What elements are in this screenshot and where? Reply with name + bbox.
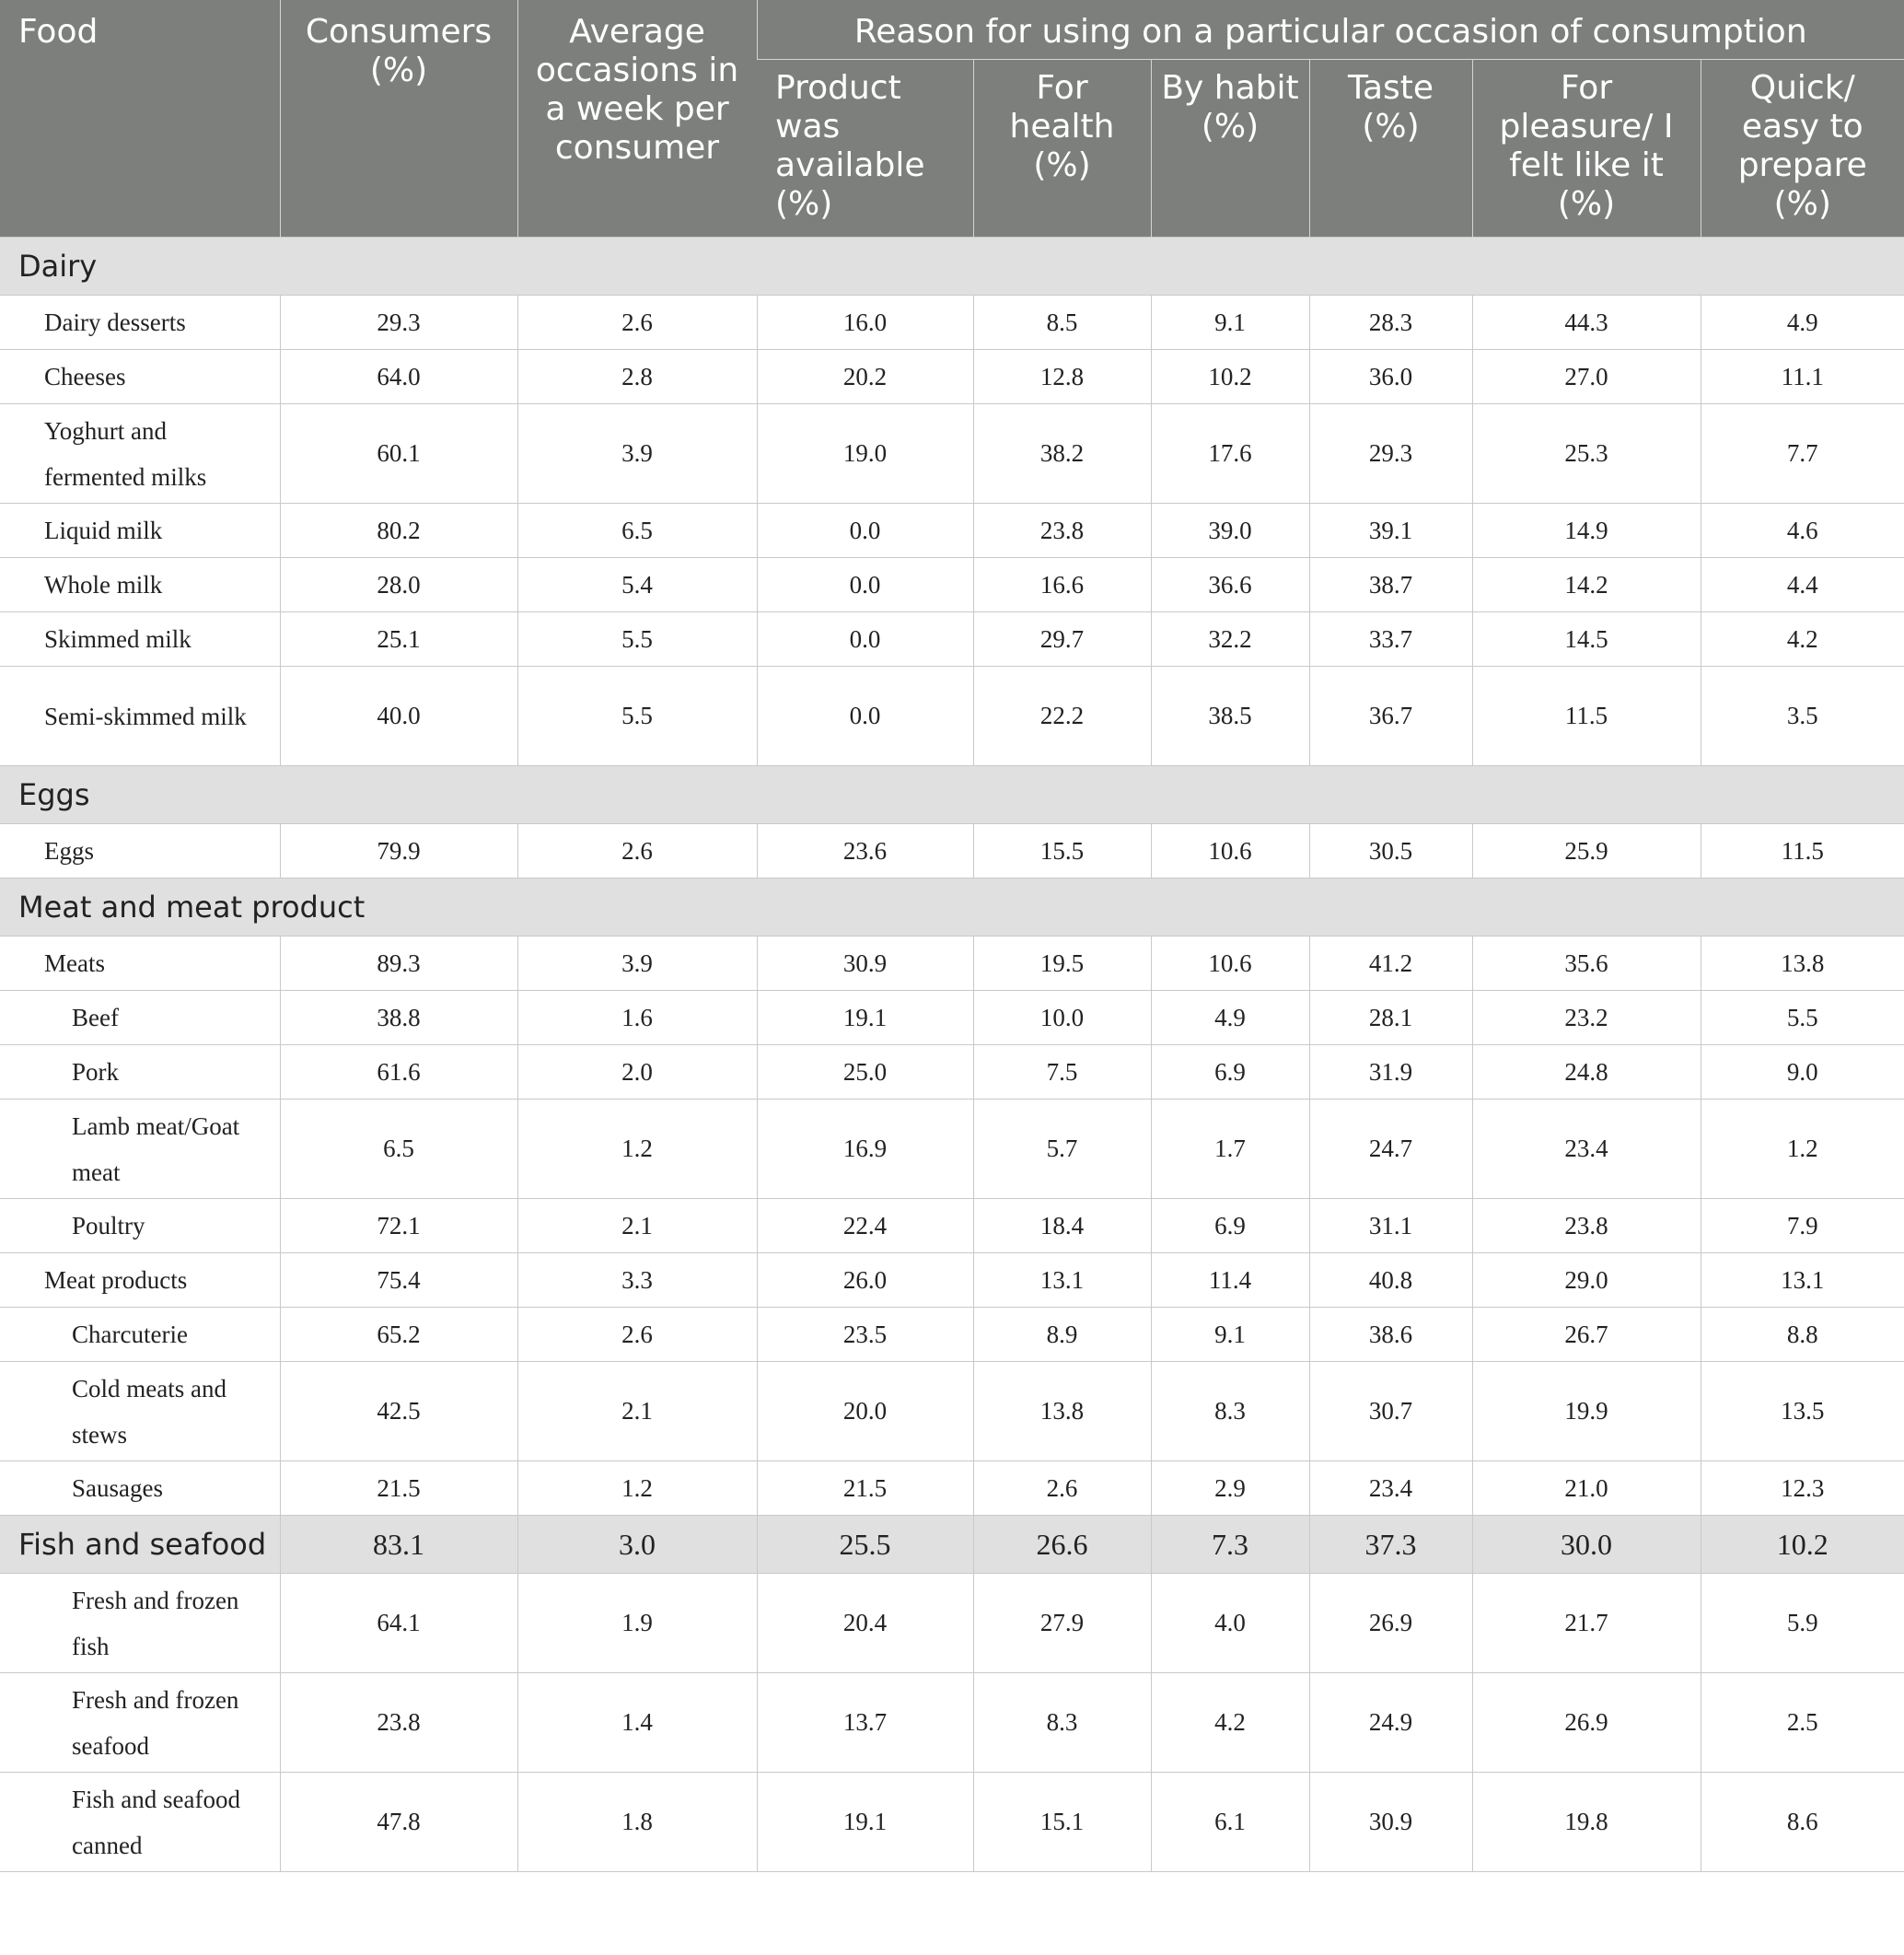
for-pleasure-cell: 14.9 xyxy=(1472,504,1701,558)
by-habit-cell: 8.3 xyxy=(1151,1362,1309,1461)
avg-occasions-cell: 5.5 xyxy=(517,612,757,667)
product-available-cell: 23.6 xyxy=(757,824,973,879)
by-habit-cell: 4.9 xyxy=(1151,991,1309,1045)
for-pleasure-cell: 29.0 xyxy=(1472,1253,1701,1308)
consumers-cell: 75.4 xyxy=(280,1253,517,1308)
for-pleasure-cell: 11.5 xyxy=(1472,667,1701,766)
product-available-cell: 26.0 xyxy=(757,1253,973,1308)
by-habit-cell: 6.1 xyxy=(1151,1773,1309,1872)
food-cell: Skimmed milk xyxy=(0,612,280,667)
quick-easy-cell: 4.6 xyxy=(1701,504,1904,558)
for-pleasure-cell: 27.0 xyxy=(1472,350,1701,404)
product-available-cell: 0.0 xyxy=(757,504,973,558)
avg-occasions-cell: 1.2 xyxy=(517,1100,757,1199)
consumers-cell: 28.0 xyxy=(280,558,517,612)
table-row xyxy=(0,1574,1904,1673)
table-row xyxy=(0,1461,1904,1516)
taste-cell: 30.5 xyxy=(1309,824,1472,879)
for-pleasure-cell: 26.9 xyxy=(1472,1673,1701,1773)
header-product-available: Product was available (%) xyxy=(757,60,973,238)
table-row xyxy=(0,558,1904,612)
avg-occasions-cell: 3.3 xyxy=(517,1253,757,1308)
product-available-cell: 20.4 xyxy=(757,1574,973,1673)
by-habit-cell: 4.2 xyxy=(1151,1673,1309,1773)
for-health-cell: 15.5 xyxy=(973,824,1151,879)
header-for-pleasure: For pleasure/ I felt like it (%) xyxy=(1472,60,1701,238)
consumers-cell: 23.8 xyxy=(280,1673,517,1773)
avg-occasions-cell: 2.8 xyxy=(517,350,757,404)
quick-easy-cell: 4.9 xyxy=(1701,296,1904,350)
taste-cell: 37.3 xyxy=(1309,1516,1472,1574)
for-health-cell: 19.5 xyxy=(973,937,1151,991)
quick-easy-cell: 2.5 xyxy=(1701,1673,1904,1773)
product-available-cell: 16.0 xyxy=(757,296,973,350)
food-cell: Eggs xyxy=(0,824,280,879)
quick-easy-cell: 1.2 xyxy=(1701,1100,1904,1199)
consumers-cell: 80.2 xyxy=(280,504,517,558)
by-habit-cell: 6.9 xyxy=(1151,1199,1309,1253)
avg-occasions-cell: 1.9 xyxy=(517,1574,757,1673)
by-habit-cell: 39.0 xyxy=(1151,504,1309,558)
for-pleasure-cell: 21.7 xyxy=(1472,1574,1701,1673)
for-pleasure-cell: 25.3 xyxy=(1472,404,1701,504)
product-available-cell: 20.0 xyxy=(757,1362,973,1461)
for-pleasure-cell: 19.8 xyxy=(1472,1773,1701,1872)
quick-easy-cell: 9.0 xyxy=(1701,1045,1904,1100)
taste-cell: 36.0 xyxy=(1309,350,1472,404)
food-cell: Poultry xyxy=(0,1199,280,1253)
for-pleasure-cell: 44.3 xyxy=(1472,296,1701,350)
for-pleasure-cell: 35.6 xyxy=(1472,937,1701,991)
for-health-cell: 13.8 xyxy=(973,1362,1151,1461)
food-cell: Dairy desserts xyxy=(0,296,280,350)
for-pleasure-cell: 23.2 xyxy=(1472,991,1701,1045)
avg-occasions-cell: 5.5 xyxy=(517,667,757,766)
taste-cell: 40.8 xyxy=(1309,1253,1472,1308)
consumers-cell: 72.1 xyxy=(280,1199,517,1253)
table-row xyxy=(0,667,1904,766)
table-row xyxy=(0,350,1904,404)
for-health-cell: 23.8 xyxy=(973,504,1151,558)
for-health-cell: 13.1 xyxy=(973,1253,1151,1308)
product-available-cell: 0.0 xyxy=(757,667,973,766)
food-cell: Sausages xyxy=(0,1461,280,1516)
consumers-cell: 47.8 xyxy=(280,1773,517,1872)
consumers-cell: 60.1 xyxy=(280,404,517,504)
table-body xyxy=(0,238,1904,1872)
taste-cell: 26.9 xyxy=(1309,1574,1472,1673)
avg-occasions-cell: 6.5 xyxy=(517,504,757,558)
for-health-cell: 15.1 xyxy=(973,1773,1151,1872)
food-cell: Fish and seafood canned xyxy=(0,1773,280,1872)
table-row xyxy=(0,991,1904,1045)
food-cell: Meat products xyxy=(0,1253,280,1308)
section-meat: Meat and meat product xyxy=(0,879,1904,937)
header-avg-occasions: Average occasions in a week per consumer xyxy=(517,0,757,238)
consumers-cell: 29.3 xyxy=(280,296,517,350)
quick-easy-cell: 7.9 xyxy=(1701,1199,1904,1253)
quick-easy-cell: 13.5 xyxy=(1701,1362,1904,1461)
food-cell: Cheeses xyxy=(0,350,280,404)
by-habit-cell: 17.6 xyxy=(1151,404,1309,504)
by-habit-cell: 38.5 xyxy=(1151,667,1309,766)
by-habit-cell: 9.1 xyxy=(1151,296,1309,350)
taste-cell: 38.6 xyxy=(1309,1308,1472,1362)
by-habit-cell: 36.6 xyxy=(1151,558,1309,612)
food-cell: Beef xyxy=(0,991,280,1045)
avg-occasions-cell: 1.8 xyxy=(517,1773,757,1872)
taste-cell: 30.9 xyxy=(1309,1773,1472,1872)
taste-cell: 24.7 xyxy=(1309,1100,1472,1199)
product-available-cell: 21.5 xyxy=(757,1461,973,1516)
product-available-cell: 25.5 xyxy=(757,1516,973,1574)
food-cell: Fresh and frozen seafood xyxy=(0,1673,280,1773)
table-row xyxy=(0,1045,1904,1100)
avg-occasions-cell: 2.0 xyxy=(517,1045,757,1100)
consumers-cell: 83.1 xyxy=(280,1516,517,1574)
consumers-cell: 40.0 xyxy=(280,667,517,766)
for-pleasure-cell: 14.5 xyxy=(1472,612,1701,667)
food-cell: Meats xyxy=(0,937,280,991)
product-available-cell: 13.7 xyxy=(757,1673,973,1773)
table-row xyxy=(0,1253,1904,1308)
header-food: Food xyxy=(0,0,280,238)
quick-easy-cell: 4.4 xyxy=(1701,558,1904,612)
quick-easy-cell: 5.5 xyxy=(1701,991,1904,1045)
by-habit-cell: 4.0 xyxy=(1151,1574,1309,1673)
for-pleasure-cell: 23.4 xyxy=(1472,1100,1701,1199)
quick-easy-cell: 5.9 xyxy=(1701,1574,1904,1673)
by-habit-cell: 32.2 xyxy=(1151,612,1309,667)
for-health-cell: 2.6 xyxy=(973,1461,1151,1516)
taste-cell: 41.2 xyxy=(1309,937,1472,991)
section-eggs: Eggs xyxy=(0,766,1904,824)
product-available-cell: 22.4 xyxy=(757,1199,973,1253)
food-cell: Yoghurt and fermented milks xyxy=(0,404,280,504)
for-pleasure-cell: 14.2 xyxy=(1472,558,1701,612)
consumers-cell: 25.1 xyxy=(280,612,517,667)
consumers-cell: 89.3 xyxy=(280,937,517,991)
for-pleasure-cell: 23.8 xyxy=(1472,1199,1701,1253)
for-health-cell: 12.8 xyxy=(973,350,1151,404)
food-cell: Lamb meat/Goat meat xyxy=(0,1100,280,1199)
by-habit-cell: 10.2 xyxy=(1151,350,1309,404)
consumers-cell: 42.5 xyxy=(280,1362,517,1461)
taste-cell: 23.4 xyxy=(1309,1461,1472,1516)
for-health-cell: 38.2 xyxy=(973,404,1151,504)
table-row xyxy=(0,404,1904,504)
for-pleasure-cell: 30.0 xyxy=(1472,1516,1701,1574)
by-habit-cell: 7.3 xyxy=(1151,1516,1309,1574)
taste-cell: 30.7 xyxy=(1309,1362,1472,1461)
for-health-cell: 29.7 xyxy=(973,612,1151,667)
food-cell: Liquid milk xyxy=(0,504,280,558)
header-by-habit: By habit (%) xyxy=(1151,60,1309,238)
quick-easy-cell: 12.3 xyxy=(1701,1461,1904,1516)
food-cell: Fresh and frozen fish xyxy=(0,1574,280,1673)
product-available-cell: 25.0 xyxy=(757,1045,973,1100)
table-row xyxy=(0,1673,1904,1773)
taste-cell: 36.7 xyxy=(1309,667,1472,766)
table-row xyxy=(0,1308,1904,1362)
consumers-cell: 38.8 xyxy=(280,991,517,1045)
food-cell: Charcuterie xyxy=(0,1308,280,1362)
for-pleasure-cell: 19.9 xyxy=(1472,1362,1701,1461)
by-habit-cell: 2.9 xyxy=(1151,1461,1309,1516)
for-health-cell: 8.9 xyxy=(973,1308,1151,1362)
table-row xyxy=(0,824,1904,879)
consumers-cell: 21.5 xyxy=(280,1461,517,1516)
table-row xyxy=(0,1773,1904,1872)
header-for-health: For health (%) xyxy=(973,60,1151,238)
by-habit-cell: 6.9 xyxy=(1151,1045,1309,1100)
food-cell: Cold meats and stews xyxy=(0,1362,280,1461)
product-available-cell: 20.2 xyxy=(757,350,973,404)
by-habit-cell: 10.6 xyxy=(1151,824,1309,879)
taste-cell: 28.3 xyxy=(1309,296,1472,350)
product-available-cell: 16.9 xyxy=(757,1100,973,1199)
product-available-cell: 23.5 xyxy=(757,1308,973,1362)
table-row xyxy=(0,937,1904,991)
for-pleasure-cell: 24.8 xyxy=(1472,1045,1701,1100)
avg-occasions-cell: 1.4 xyxy=(517,1673,757,1773)
header-taste: Taste (%) xyxy=(1309,60,1472,238)
taste-cell: 39.1 xyxy=(1309,504,1472,558)
table-row xyxy=(0,296,1904,350)
avg-occasions-cell: 3.9 xyxy=(517,937,757,991)
for-health-cell: 5.7 xyxy=(973,1100,1151,1199)
for-health-cell: 16.6 xyxy=(973,558,1151,612)
section-dairy: Dairy xyxy=(0,238,1904,296)
product-available-cell: 19.0 xyxy=(757,404,973,504)
quick-easy-cell: 13.8 xyxy=(1701,937,1904,991)
for-health-cell: 8.5 xyxy=(973,296,1151,350)
for-pleasure-cell: 25.9 xyxy=(1472,824,1701,879)
by-habit-cell: 11.4 xyxy=(1151,1253,1309,1308)
by-habit-cell: 1.7 xyxy=(1151,1100,1309,1199)
food-cell: Fish and seafood xyxy=(0,1516,280,1574)
header-reason-group: Reason for using on a particular occasion of consumption xyxy=(757,0,1904,60)
quick-easy-cell: 4.2 xyxy=(1701,612,1904,667)
table-header xyxy=(0,0,1904,238)
consumers-cell: 79.9 xyxy=(280,824,517,879)
quick-easy-cell: 7.7 xyxy=(1701,404,1904,504)
for-pleasure-cell: 21.0 xyxy=(1472,1461,1701,1516)
food-cell: Whole milk xyxy=(0,558,280,612)
table-row xyxy=(0,1100,1904,1199)
avg-occasions-cell: 1.6 xyxy=(517,991,757,1045)
consumers-cell: 64.0 xyxy=(280,350,517,404)
for-pleasure-cell: 26.7 xyxy=(1472,1308,1701,1362)
for-health-cell: 10.0 xyxy=(973,991,1151,1045)
taste-cell: 31.1 xyxy=(1309,1199,1472,1253)
avg-occasions-cell: 2.6 xyxy=(517,296,757,350)
quick-easy-cell: 11.1 xyxy=(1701,350,1904,404)
quick-easy-cell: 3.5 xyxy=(1701,667,1904,766)
for-health-cell: 27.9 xyxy=(973,1574,1151,1673)
avg-occasions-cell: 3.0 xyxy=(517,1516,757,1574)
for-health-cell: 26.6 xyxy=(973,1516,1151,1574)
table-row xyxy=(0,612,1904,667)
product-available-cell: 30.9 xyxy=(757,937,973,991)
avg-occasions-cell: 3.9 xyxy=(517,404,757,504)
avg-occasions-cell: 2.1 xyxy=(517,1199,757,1253)
consumers-cell: 6.5 xyxy=(280,1100,517,1199)
avg-occasions-cell: 2.6 xyxy=(517,824,757,879)
taste-cell: 31.9 xyxy=(1309,1045,1472,1100)
avg-occasions-cell: 2.1 xyxy=(517,1362,757,1461)
header-quick-easy: Quick/ easy to prepare (%) xyxy=(1701,60,1904,238)
section-fish-row xyxy=(0,1516,1904,1574)
consumers-cell: 61.6 xyxy=(280,1045,517,1100)
taste-cell: 29.3 xyxy=(1309,404,1472,504)
quick-easy-cell: 11.5 xyxy=(1701,824,1904,879)
quick-easy-cell: 10.2 xyxy=(1701,1516,1904,1574)
product-available-cell: 0.0 xyxy=(757,558,973,612)
for-health-cell: 7.5 xyxy=(973,1045,1151,1100)
for-health-cell: 18.4 xyxy=(973,1199,1151,1253)
taste-cell: 33.7 xyxy=(1309,612,1472,667)
by-habit-cell: 9.1 xyxy=(1151,1308,1309,1362)
product-available-cell: 19.1 xyxy=(757,1773,973,1872)
by-habit-cell: 10.6 xyxy=(1151,937,1309,991)
for-health-cell: 8.3 xyxy=(973,1673,1151,1773)
table-row xyxy=(0,1199,1904,1253)
quick-easy-cell: 13.1 xyxy=(1701,1253,1904,1308)
taste-cell: 24.9 xyxy=(1309,1673,1472,1773)
avg-occasions-cell: 5.4 xyxy=(517,558,757,612)
quick-easy-cell: 8.8 xyxy=(1701,1308,1904,1362)
product-available-cell: 0.0 xyxy=(757,612,973,667)
consumers-cell: 64.1 xyxy=(280,1574,517,1673)
consumers-cell: 65.2 xyxy=(280,1308,517,1362)
quick-easy-cell: 8.6 xyxy=(1701,1773,1904,1872)
header-consumers: Consumers (%) xyxy=(280,0,517,238)
food-cell: Semi-skimmed milk xyxy=(0,667,280,766)
taste-cell: 38.7 xyxy=(1309,558,1472,612)
taste-cell: 28.1 xyxy=(1309,991,1472,1045)
food-cell: Pork xyxy=(0,1045,280,1100)
avg-occasions-cell: 2.6 xyxy=(517,1308,757,1362)
table-row xyxy=(0,504,1904,558)
avg-occasions-cell: 1.2 xyxy=(517,1461,757,1516)
for-health-cell: 22.2 xyxy=(973,667,1151,766)
product-available-cell: 19.1 xyxy=(757,991,973,1045)
table-row xyxy=(0,1362,1904,1461)
